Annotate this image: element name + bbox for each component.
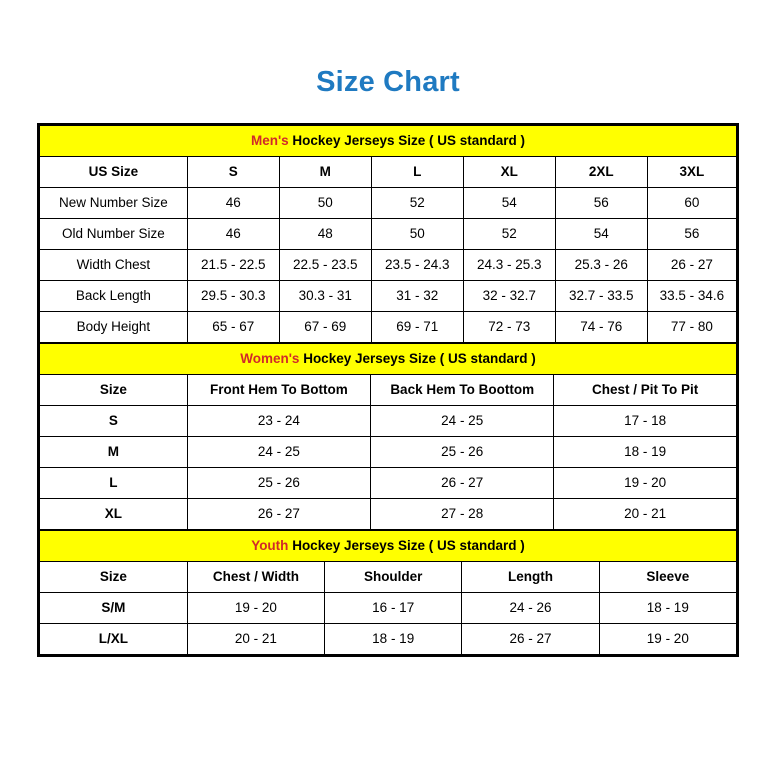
cell: 54 [463, 188, 555, 219]
cell: 56 [647, 219, 736, 250]
cell: 18 - 19 [599, 593, 736, 624]
cell: 19 - 20 [187, 593, 324, 624]
row-label: Back Length [40, 281, 188, 312]
cell: 18 - 19 [325, 624, 462, 655]
cell: 24.3 - 25.3 [463, 250, 555, 281]
row-label: L/XL [40, 624, 188, 655]
cell: 32 - 32.7 [463, 281, 555, 312]
cell: 65 - 67 [187, 312, 279, 343]
row-label: S [40, 406, 188, 437]
table-row [40, 406, 737, 437]
table-row [40, 593, 737, 624]
mens-header-cell: US Size [40, 157, 188, 188]
womens-header-cell: Back Hem To Boottom [371, 375, 554, 406]
cell: 17 - 18 [554, 406, 737, 437]
cell: 24 - 26 [462, 593, 599, 624]
cell: 69 - 71 [371, 312, 463, 343]
youth-banner-accent: Youth [251, 538, 289, 553]
mens-header-cell: 3XL [647, 157, 736, 188]
cell: 60 [647, 188, 736, 219]
cell: 25.3 - 26 [555, 250, 647, 281]
table-row [40, 219, 737, 250]
table-row [40, 468, 737, 499]
cell: 25 - 26 [187, 468, 370, 499]
cell: 50 [371, 219, 463, 250]
cell: 56 [555, 188, 647, 219]
youth-header-cell: Size [40, 562, 188, 593]
cell: 30.3 - 31 [279, 281, 371, 312]
row-label: M [40, 437, 188, 468]
youth-header-cell: Chest / Width [187, 562, 324, 593]
row-label: S/M [40, 593, 188, 624]
womens-banner-accent: Women's [240, 351, 300, 366]
cell: 26 - 27 [647, 250, 736, 281]
row-label: L [40, 468, 188, 499]
youth-header-row [40, 562, 737, 593]
cell: 23.5 - 24.3 [371, 250, 463, 281]
cell: 46 [187, 188, 279, 219]
cell: 22.5 - 23.5 [279, 250, 371, 281]
cell: 24 - 25 [371, 406, 554, 437]
cell: 67 - 69 [279, 312, 371, 343]
cell: 19 - 20 [599, 624, 736, 655]
row-label: XL [40, 499, 188, 530]
cell: 26 - 27 [371, 468, 554, 499]
page-title: Size Chart [316, 66, 460, 98]
youth-size-table [39, 530, 737, 655]
cell: 27 - 28 [371, 499, 554, 530]
womens-header-cell: Chest / Pit To Pit [554, 375, 737, 406]
cell: 77 - 80 [647, 312, 736, 343]
mens-header-cell: XL [463, 157, 555, 188]
cell: 20 - 21 [187, 624, 324, 655]
youth-banner-rest: Hockey Jerseys Size ( US standard ) [288, 538, 525, 553]
cell: 20 - 21 [554, 499, 737, 530]
size-chart-table-wrapper [37, 123, 739, 657]
row-label: Old Number Size [40, 219, 188, 250]
mens-header-cell: S [187, 157, 279, 188]
womens-header-row [40, 375, 737, 406]
cell: 54 [555, 219, 647, 250]
cell: 32.7 - 33.5 [555, 281, 647, 312]
mens-banner-rest: Hockey Jerseys Size ( US standard ) [288, 133, 526, 148]
mens-banner-cell [40, 126, 737, 157]
youth-banner-cell [40, 531, 737, 562]
mens-size-table [39, 125, 737, 343]
table-row [40, 624, 737, 655]
womens-header-cell: Size [40, 375, 188, 406]
cell: 24 - 25 [187, 437, 370, 468]
cell: 46 [187, 219, 279, 250]
cell: 21.5 - 22.5 [187, 250, 279, 281]
cell: 25 - 26 [371, 437, 554, 468]
youth-header-cell: Shoulder [325, 562, 462, 593]
mens-header-row [40, 157, 737, 188]
cell: 23 - 24 [187, 406, 370, 437]
mens-banner-accent: Men's [250, 133, 289, 148]
table-row [40, 188, 737, 219]
cell: 16 - 17 [325, 593, 462, 624]
size-chart-page [0, 66, 776, 758]
cell: 52 [371, 188, 463, 219]
cell: 74 - 76 [555, 312, 647, 343]
table-row [40, 281, 737, 312]
womens-header-cell: Front Hem To Bottom [187, 375, 370, 406]
table-row [40, 312, 737, 343]
cell: 26 - 27 [187, 499, 370, 530]
cell: 29.5 - 30.3 [187, 281, 279, 312]
cell: 26 - 27 [462, 624, 599, 655]
cell: 18 - 19 [554, 437, 737, 468]
cell: 72 - 73 [463, 312, 555, 343]
mens-header-cell: 2XL [555, 157, 647, 188]
mens-header-cell: M [279, 157, 371, 188]
row-label: Width Chest [40, 250, 188, 281]
womens-banner-cell [40, 344, 737, 375]
table-row [40, 437, 737, 468]
cell: 33.5 - 34.6 [647, 281, 736, 312]
table-row [40, 499, 737, 530]
cell: 31 - 32 [371, 281, 463, 312]
youth-banner-row [40, 531, 737, 562]
womens-size-table [39, 343, 737, 530]
table-row [40, 250, 737, 281]
womens-banner-row [40, 344, 737, 375]
youth-header-cell: Sleeve [599, 562, 736, 593]
womens-banner-rest: Hockey Jerseys Size ( US standard ) [299, 351, 536, 366]
youth-header-cell: Length [462, 562, 599, 593]
cell: 19 - 20 [554, 468, 737, 499]
cell: 48 [279, 219, 371, 250]
row-label: Body Height [40, 312, 188, 343]
mens-banner-row [40, 126, 737, 157]
cell: 52 [463, 219, 555, 250]
cell: 50 [279, 188, 371, 219]
mens-header-cell: L [371, 157, 463, 188]
row-label: New Number Size [40, 188, 188, 219]
